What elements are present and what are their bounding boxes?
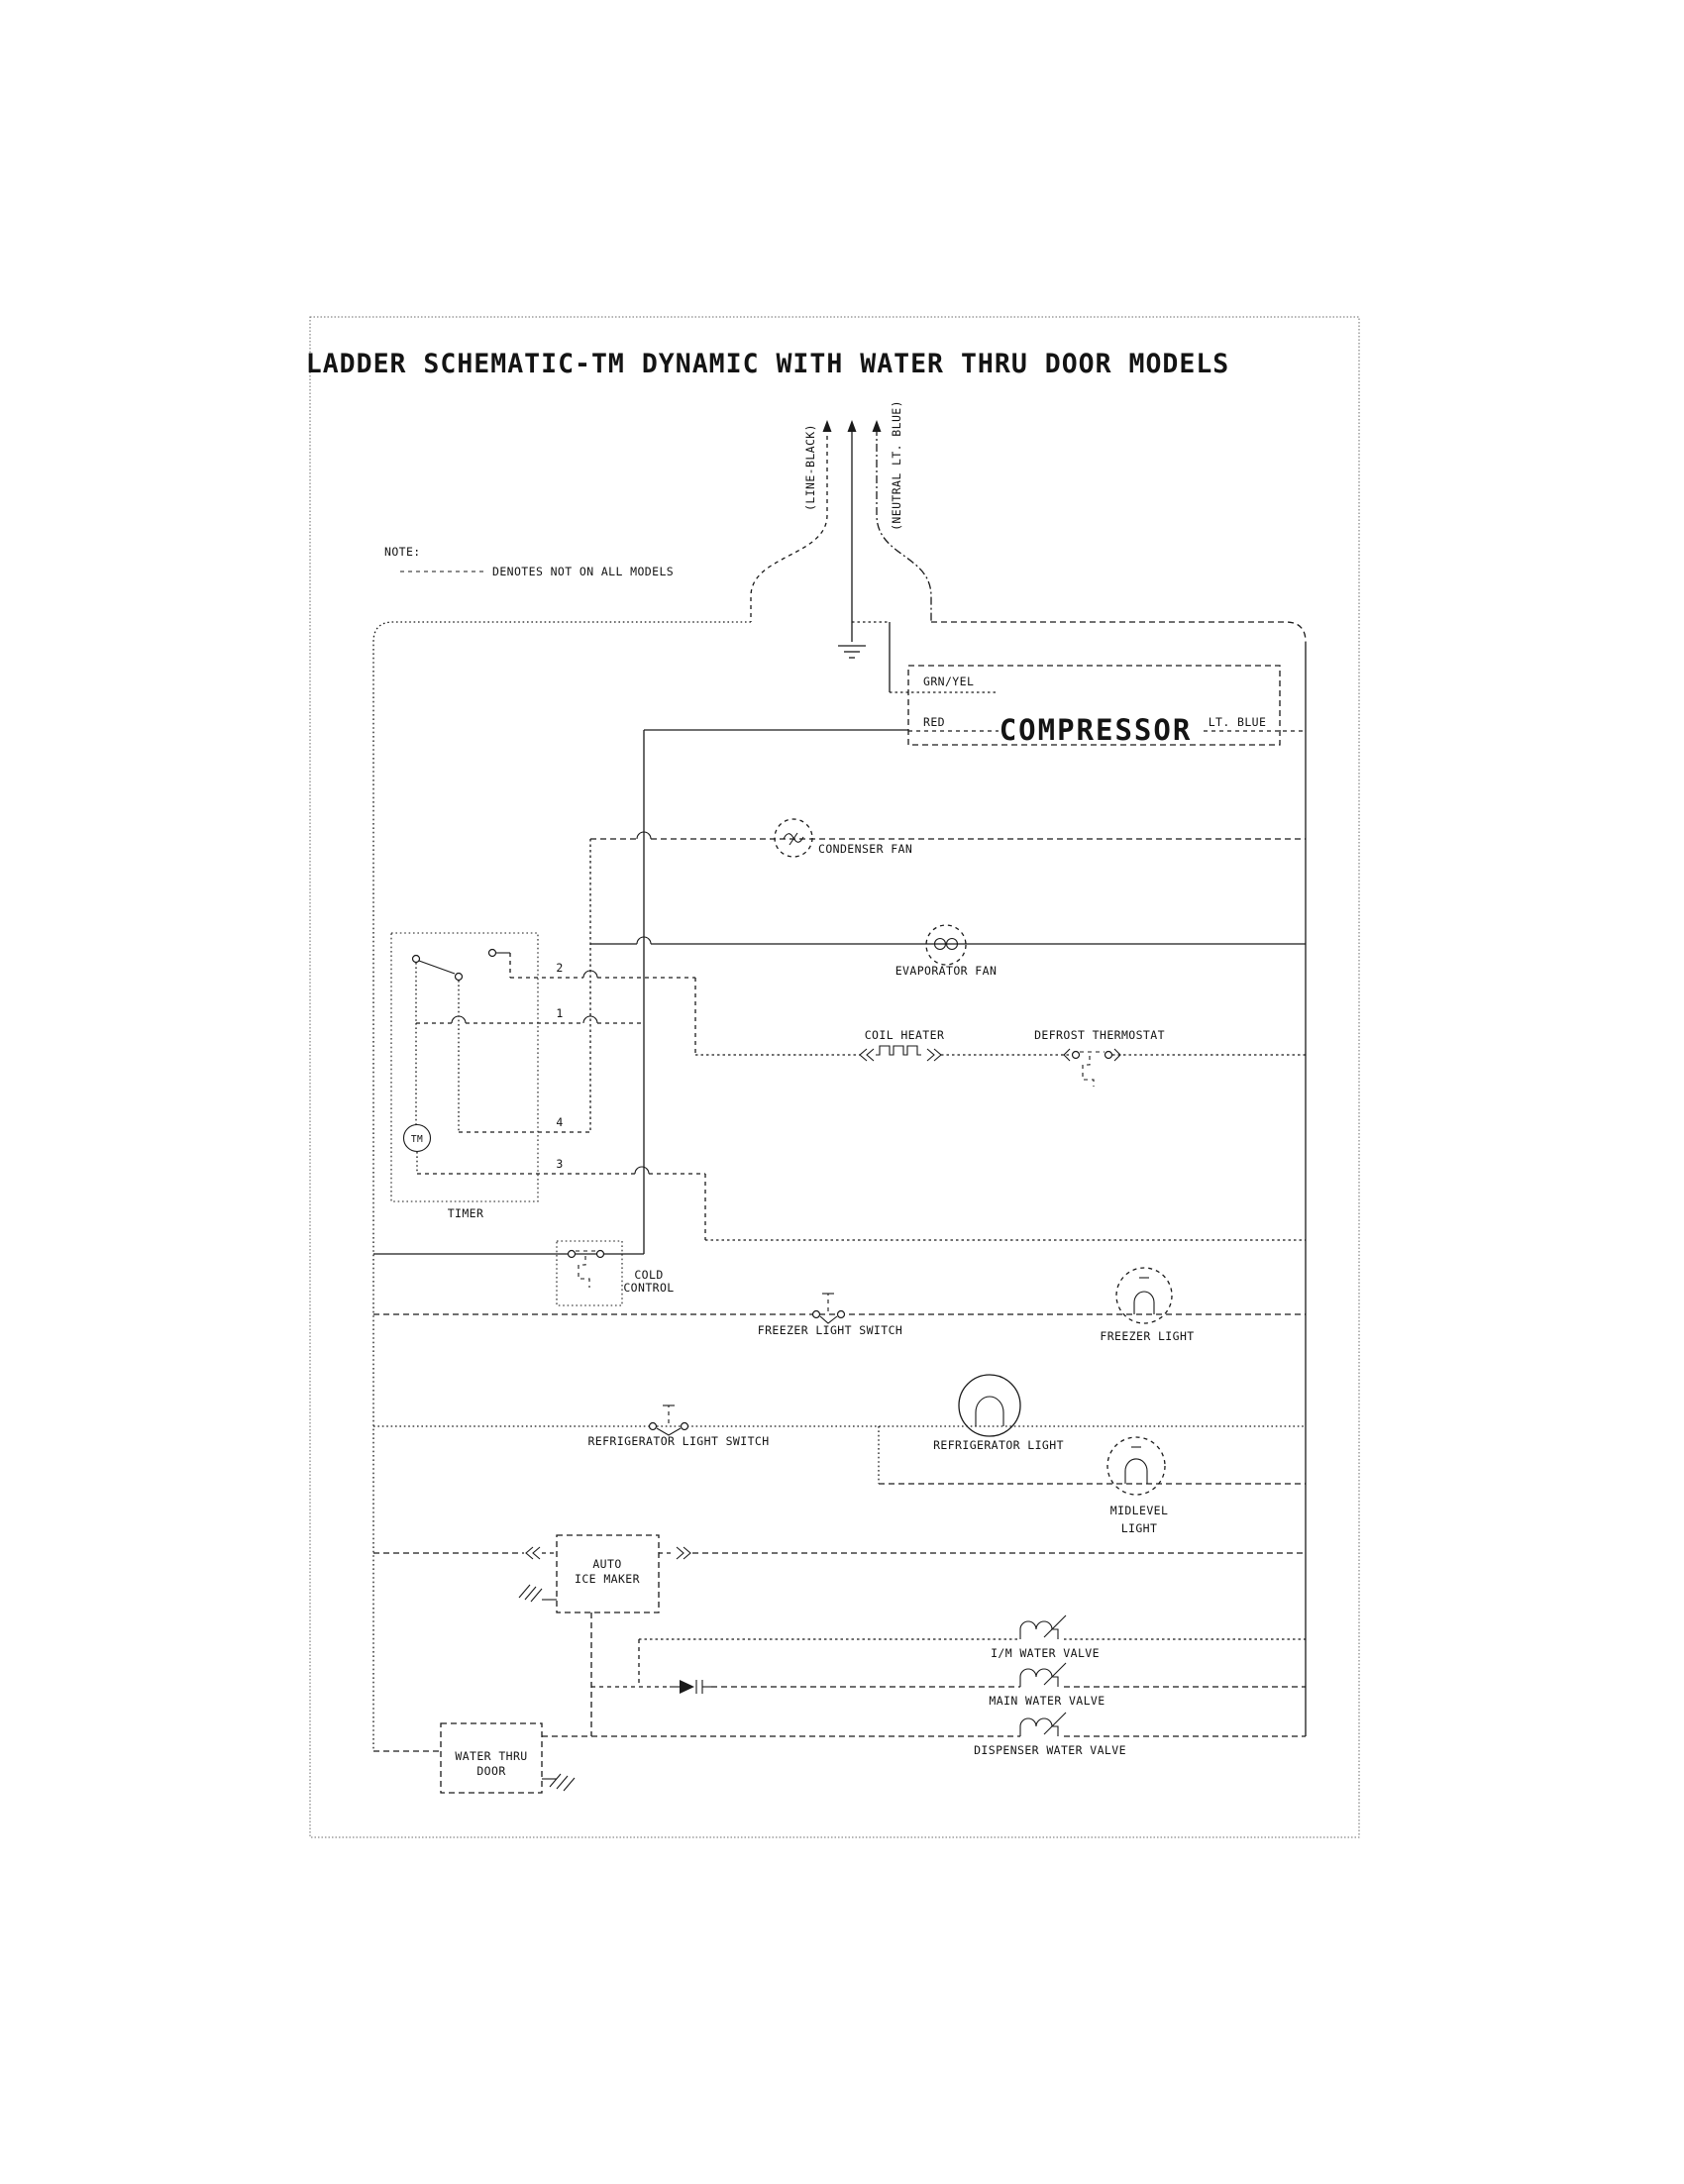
timer-label: TIMER (447, 1206, 484, 1220)
contact (650, 1423, 657, 1430)
legend-note (384, 545, 674, 578)
solenoid-slash (1044, 1663, 1066, 1685)
dispenser-water-valve-label: DISPENSER WATER VALVE (974, 1743, 1126, 1757)
solenoid-valve-icon (1020, 1615, 1066, 1639)
lamp-filament (976, 1397, 1003, 1426)
refrigerator-light-circuit (373, 1375, 1306, 1452)
solenoid-coil (1020, 1669, 1058, 1687)
contact (1105, 1052, 1112, 1059)
water-thru-door (373, 1723, 575, 1793)
midlevel-light-label-2: LIGHT (1120, 1521, 1158, 1535)
solenoid-slash (1044, 1615, 1066, 1637)
defrost-circuit (695, 1028, 1306, 1087)
wire-hop (635, 1167, 649, 1174)
condenser-fan (590, 819, 1306, 857)
terminal-4-label: 4 (556, 1115, 564, 1129)
left-rail (373, 622, 751, 1751)
evaporator-fan (590, 925, 1306, 978)
timer-switch-arm (419, 961, 455, 974)
plug-pin (680, 1680, 694, 1694)
solenoid-slash (1044, 1713, 1066, 1734)
chassis-ground-icon (519, 1585, 557, 1602)
arrow-up-icon (873, 420, 882, 432)
midlevel-light-label-1: MIDLEVEL (1109, 1504, 1169, 1517)
ice-maker-label-1: AUTO (592, 1557, 622, 1571)
timer-contact (456, 974, 463, 981)
timer-motor-label: TM (410, 1134, 424, 1145)
arrow-up-icon (823, 420, 832, 432)
lamp-outline (959, 1375, 1020, 1436)
timer-contact (489, 950, 496, 957)
compressor (644, 622, 1306, 747)
water-thru-door-label-2: DOOR (476, 1764, 506, 1778)
im-water-valve-label: I/M WATER VALVE (991, 1646, 1100, 1660)
lamp-outline (1107, 1437, 1165, 1495)
earth-ground-icon (838, 646, 866, 658)
top-right-rail (931, 622, 1306, 642)
terminal-3-label: 3 (556, 1157, 564, 1171)
freezer-light-switch-icon (813, 1294, 845, 1323)
freezer-light-label: FREEZER LIGHT (1100, 1329, 1195, 1343)
compressor-label: COMPRESSOR (999, 713, 1193, 747)
connector-chevrons-icon (860, 1049, 874, 1061)
red-label: RED (923, 715, 945, 729)
midlevel-light-icon (1107, 1437, 1165, 1495)
evaporator-fan-label: EVAPORATOR FAN (895, 964, 998, 978)
capillary-tube (579, 1256, 589, 1288)
connector-chevrons-icon (927, 1049, 941, 1061)
note-label: NOTE: (384, 545, 421, 559)
fan-blade-icon (784, 834, 803, 843)
freezer-light-icon (1116, 1268, 1172, 1323)
arrow-up-icon (848, 420, 857, 432)
defrost-thermostat-label: DEFROST THERMOSTAT (1034, 1028, 1165, 1042)
solenoid-valve-icon (1020, 1713, 1066, 1736)
refrigerator-light-label: REFRIGERATOR LIGHT (933, 1438, 1064, 1452)
contact (682, 1423, 688, 1430)
cold-control-label-2: CONTROL (623, 1281, 675, 1295)
connector-chevrons-icon (677, 1547, 690, 1559)
condenser-fan-label: CONDENSER FAN (818, 842, 913, 856)
capillary-tube (1083, 1056, 1094, 1087)
refrigerator-light-icon (959, 1375, 1020, 1436)
contact (838, 1311, 845, 1318)
grn-yel-label: GRN/YEL (923, 675, 975, 688)
neutral-wire (877, 428, 931, 622)
terminal-2-label: 2 (556, 961, 564, 975)
switch-blade (820, 1316, 837, 1323)
freezer-light-circuit (373, 1268, 1306, 1343)
lt-blue-label: LT. BLUE (1208, 715, 1267, 729)
coil-heater-label: COIL HEATER (864, 1028, 945, 1042)
chassis-ground-icon (542, 1774, 575, 1791)
contact (1073, 1052, 1080, 1059)
coil-heater-icon (860, 1046, 941, 1061)
defrost-thermostat-icon (1064, 1049, 1120, 1087)
water-valve-circuits (542, 1615, 1306, 1757)
refrigerator-light-switch-icon (650, 1405, 688, 1435)
connector-chevrons-icon (526, 1547, 540, 1559)
power-supply (751, 400, 931, 658)
main-water-valve-label: MAIN WATER VALVE (989, 1694, 1105, 1708)
contact (813, 1311, 820, 1318)
ice-maker-circuit (373, 1535, 1306, 1736)
neutral-label: (NEUTRAL LT. BLUE) (890, 400, 903, 531)
evaporator-fan-motor-icon (926, 925, 966, 965)
receptacle (696, 1680, 702, 1694)
freezer-light-switch-label: FREEZER LIGHT SWITCH (757, 1323, 903, 1337)
defrost-timer (391, 730, 1306, 1254)
water-thru-door-label-1: WATER THRU (455, 1749, 528, 1763)
note-text: DENOTES NOT ON ALL MODELS (492, 565, 675, 578)
contact (569, 1251, 576, 1258)
lamp-filament (1125, 1459, 1147, 1484)
lamp-filament (1134, 1292, 1154, 1314)
page-title: LADDER SCHEMATIC-TM DYNAMIC WITH WATER THRU DOOR MODELS (305, 349, 1230, 379)
cold-control (373, 1241, 675, 1305)
ground-hatch (519, 1585, 542, 1602)
solenoid-valve-icon (1020, 1663, 1066, 1687)
ladder-rails (373, 622, 1306, 1751)
plug-connector-icon (670, 1680, 711, 1694)
solenoid-coil (1020, 1621, 1058, 1639)
lamp-outline (1116, 1268, 1172, 1323)
cold-control-box (557, 1241, 622, 1305)
ground-hatch (550, 1774, 575, 1791)
contact (597, 1251, 604, 1258)
timer-contact (413, 956, 420, 963)
cold-control-label-1: COLD (634, 1268, 664, 1282)
refrigerator-light-switch-label: REFRIGERATOR LIGHT SWITCH (587, 1434, 770, 1448)
page-border (310, 317, 1359, 1837)
terminal-1-label: 1 (556, 1006, 564, 1020)
timer-box (391, 933, 538, 1201)
solenoid-coil (1020, 1718, 1058, 1736)
wire-hop (452, 1016, 597, 1023)
ice-maker-label-2: ICE MAKER (575, 1572, 640, 1586)
heater-element-icon (876, 1046, 921, 1055)
line-black-label: (LINE-BLACK) (803, 424, 817, 511)
